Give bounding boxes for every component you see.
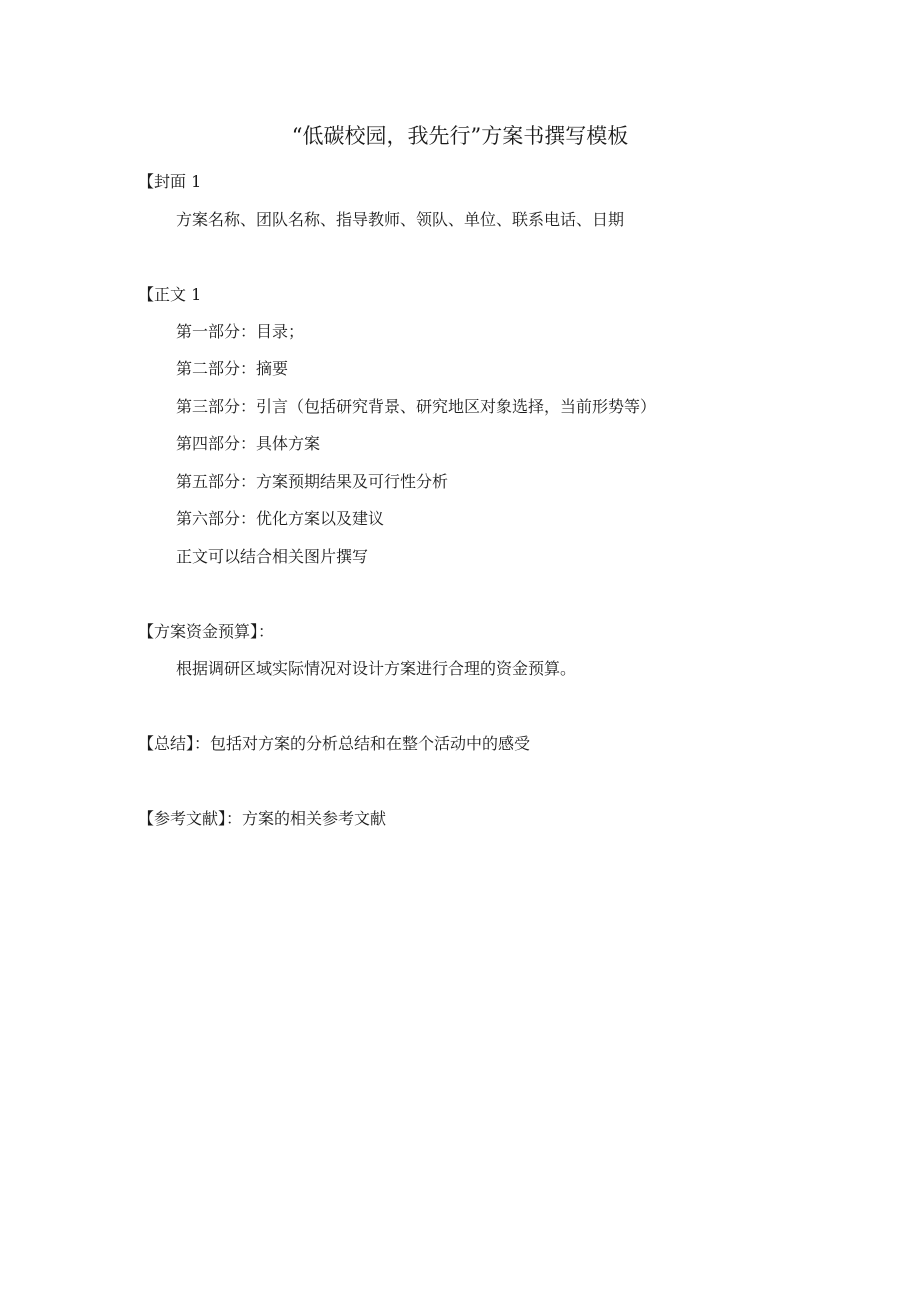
budget-heading: 【方案资金预算】： [138, 622, 275, 641]
budget-content: 根据调研区域实际情况对设计方案进行合理的资金预算。 [176, 659, 577, 678]
body-item: 第三部分：引言（包括研究背景、研究地区对象选择，当前形势等） [176, 397, 657, 416]
references-line: 【参考文献】：方案的相关参考文献 [138, 809, 387, 828]
body-item: 第二部分：摘要 [176, 359, 289, 378]
cover-content: 方案名称、团队名称、指导教师、领队、单位、联系电话、日期 [176, 210, 625, 229]
body-item: 第一部分：目录； [176, 322, 305, 341]
cover-heading: 【封面 1 [138, 172, 202, 191]
body-heading: 【正文 1 [138, 285, 202, 304]
document-title: “低碳校园，我先行”方案书撰写模板 [291, 124, 629, 148]
body-item: 第五部分：方案预期结果及可行性分析 [176, 472, 449, 491]
body-item: 第六部分：优化方案以及建议 [176, 509, 385, 528]
body-note: 正文可以结合相关图片撰写 [176, 547, 369, 566]
summary-line: 【总结】：包括对方案的分析总结和在整个活动中的感受 [138, 734, 531, 753]
body-item: 第四部分：具体方案 [176, 434, 321, 453]
